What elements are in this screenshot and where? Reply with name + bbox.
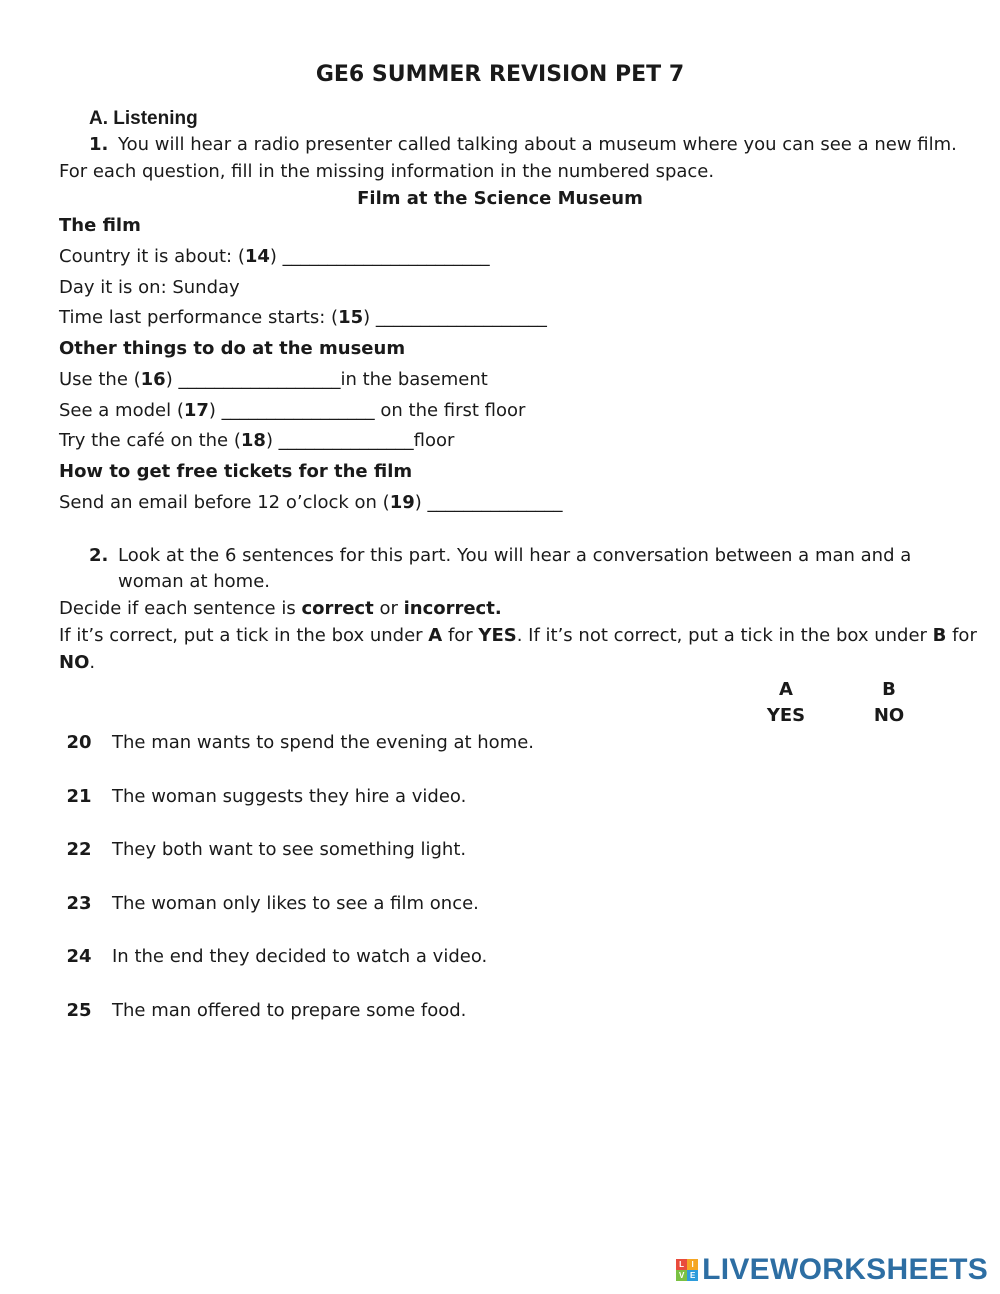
item-number: 22 bbox=[66, 839, 92, 860]
column-b-letter: B bbox=[882, 679, 896, 700]
liveworksheets-logo bbox=[676, 1254, 988, 1286]
gap-18-blank[interactable]: ) _______________floor bbox=[265, 430, 455, 451]
instr-text-1: If it’s correct, put a tick in the box under bbox=[59, 625, 429, 646]
section-a-heading: A. Listening bbox=[89, 108, 198, 129]
q2-tick-instruction-end bbox=[59, 652, 95, 674]
gap-16-number: 16 bbox=[140, 369, 166, 390]
tick-box-no[interactable] bbox=[873, 944, 905, 970]
logo-tile-l: L bbox=[676, 1259, 687, 1270]
tick-box-yes[interactable] bbox=[770, 891, 802, 917]
tick-box-yes[interactable] bbox=[770, 998, 802, 1024]
tick-box-yes[interactable] bbox=[770, 730, 802, 756]
gap-15-number: 15 bbox=[338, 307, 364, 328]
heading-free-tickets: How to get free tickets for the film bbox=[59, 461, 413, 482]
item-number: 20 bbox=[66, 732, 92, 753]
decide-prefix: Decide if each sentence is bbox=[59, 598, 302, 619]
liveworksheets-logo-text: LIVEWORKSHEETS bbox=[702, 1253, 988, 1286]
gap-19-blank[interactable]: ) _______________ bbox=[414, 492, 563, 513]
q1-subtitle: Film at the Science Museum bbox=[357, 188, 643, 209]
gap-14-line bbox=[59, 246, 490, 268]
tick-box-yes[interactable] bbox=[770, 784, 802, 810]
heading-other-things: Other things to do at the museum bbox=[59, 338, 406, 359]
tick-box-yes[interactable] bbox=[770, 944, 802, 970]
decide-incorrect: incorrect. bbox=[403, 598, 502, 619]
gap-16-line bbox=[59, 369, 488, 391]
logo-tile-i: I bbox=[687, 1259, 698, 1270]
gap-14-prefix: Country it is about: ( bbox=[59, 246, 245, 267]
tick-box-no[interactable] bbox=[873, 730, 905, 756]
gap-14-number: 14 bbox=[244, 246, 270, 267]
item-number: 21 bbox=[66, 786, 92, 807]
decide-or: or bbox=[373, 598, 404, 619]
gap-17-line bbox=[59, 400, 525, 422]
gap-18-line bbox=[59, 430, 454, 452]
q2-instruction-line2: woman at home. bbox=[118, 571, 270, 592]
tick-box-no[interactable] bbox=[873, 998, 905, 1024]
page-title: GE6 SUMMER REVISION PET 7 bbox=[315, 62, 685, 87]
instr-period: . bbox=[89, 652, 96, 673]
heading-the-film: The film bbox=[59, 215, 141, 236]
item-sentence: In the end they decided to watch a video. bbox=[112, 946, 488, 967]
instr-text-4: for bbox=[946, 625, 977, 646]
gap-17-number: 17 bbox=[183, 400, 209, 421]
item-number: 25 bbox=[66, 1000, 92, 1021]
item-sentence: They both want to see something light. bbox=[112, 839, 467, 860]
tick-box-no[interactable] bbox=[873, 891, 905, 917]
gap-16-prefix: Use the ( bbox=[59, 369, 141, 390]
gap-18-number: 18 bbox=[240, 430, 266, 451]
logo-tile-e: E bbox=[687, 1270, 698, 1281]
gap-16-blank[interactable]: ) __________________in the basement bbox=[165, 369, 488, 390]
gap-15-line bbox=[59, 307, 547, 329]
item-number: 23 bbox=[66, 893, 92, 914]
item-number: 24 bbox=[66, 946, 92, 967]
gap-17-blank[interactable]: ) _________________ on the first floor bbox=[208, 400, 526, 421]
q2-number: 2. bbox=[89, 545, 109, 566]
gap-19-prefix: Send an email before 12 o’clock on ( bbox=[59, 492, 390, 513]
item-sentence: The woman only likes to see a film once. bbox=[112, 893, 479, 914]
decide-correct: correct bbox=[301, 598, 374, 619]
instr-b: B bbox=[932, 625, 947, 646]
item-sentence: The man wants to spend the evening at home. bbox=[112, 732, 535, 753]
instr-yes: YES bbox=[478, 625, 517, 646]
gap-17-prefix: See a model ( bbox=[59, 400, 184, 421]
tick-box-no[interactable] bbox=[873, 784, 905, 810]
column-a-letter: A bbox=[779, 679, 793, 700]
gap-18-prefix: Try the café on the ( bbox=[59, 430, 241, 451]
logo-tile-v: V bbox=[676, 1270, 687, 1281]
q2-decide-line bbox=[59, 598, 502, 620]
instr-text-2: for bbox=[442, 625, 479, 646]
item-sentence: The man offered to prepare some food. bbox=[112, 1000, 467, 1021]
instr-text-3: . If it’s not correct, put a tick in the box under bbox=[516, 625, 933, 646]
item-sentence: The woman suggests they hire a video. bbox=[112, 786, 467, 807]
q2-tick-instruction bbox=[59, 625, 977, 647]
column-a-yes: YES bbox=[766, 705, 806, 726]
gap-19-number: 19 bbox=[389, 492, 415, 513]
q1-number: 1. bbox=[89, 134, 109, 155]
tick-box-yes[interactable] bbox=[770, 837, 802, 863]
tick-box-no[interactable] bbox=[873, 837, 905, 863]
q2-instruction-line1: Look at the 6 sentences for this part. You will hear a conversation between a man and a bbox=[118, 545, 912, 566]
q1-instruction-line1: You will hear a radio presenter called talking about a museum where you can see a new film. bbox=[118, 134, 957, 155]
q1-instruction-line2: For each question, fill in the missing information in the numbered space. bbox=[59, 161, 715, 182]
gap-15-blank[interactable]: ) ___________________ bbox=[363, 307, 547, 328]
liveworksheets-logo-icon bbox=[676, 1259, 698, 1281]
day-line: Day it is on: Sunday bbox=[59, 277, 240, 298]
instr-a: A bbox=[428, 625, 443, 646]
instr-no: NO bbox=[59, 652, 90, 673]
column-b-no: NO bbox=[873, 705, 905, 726]
gap-14-blank[interactable]: ) _______________________ bbox=[269, 246, 490, 267]
gap-15-prefix: Time last performance starts: ( bbox=[59, 307, 339, 328]
gap-19-line bbox=[59, 492, 563, 514]
